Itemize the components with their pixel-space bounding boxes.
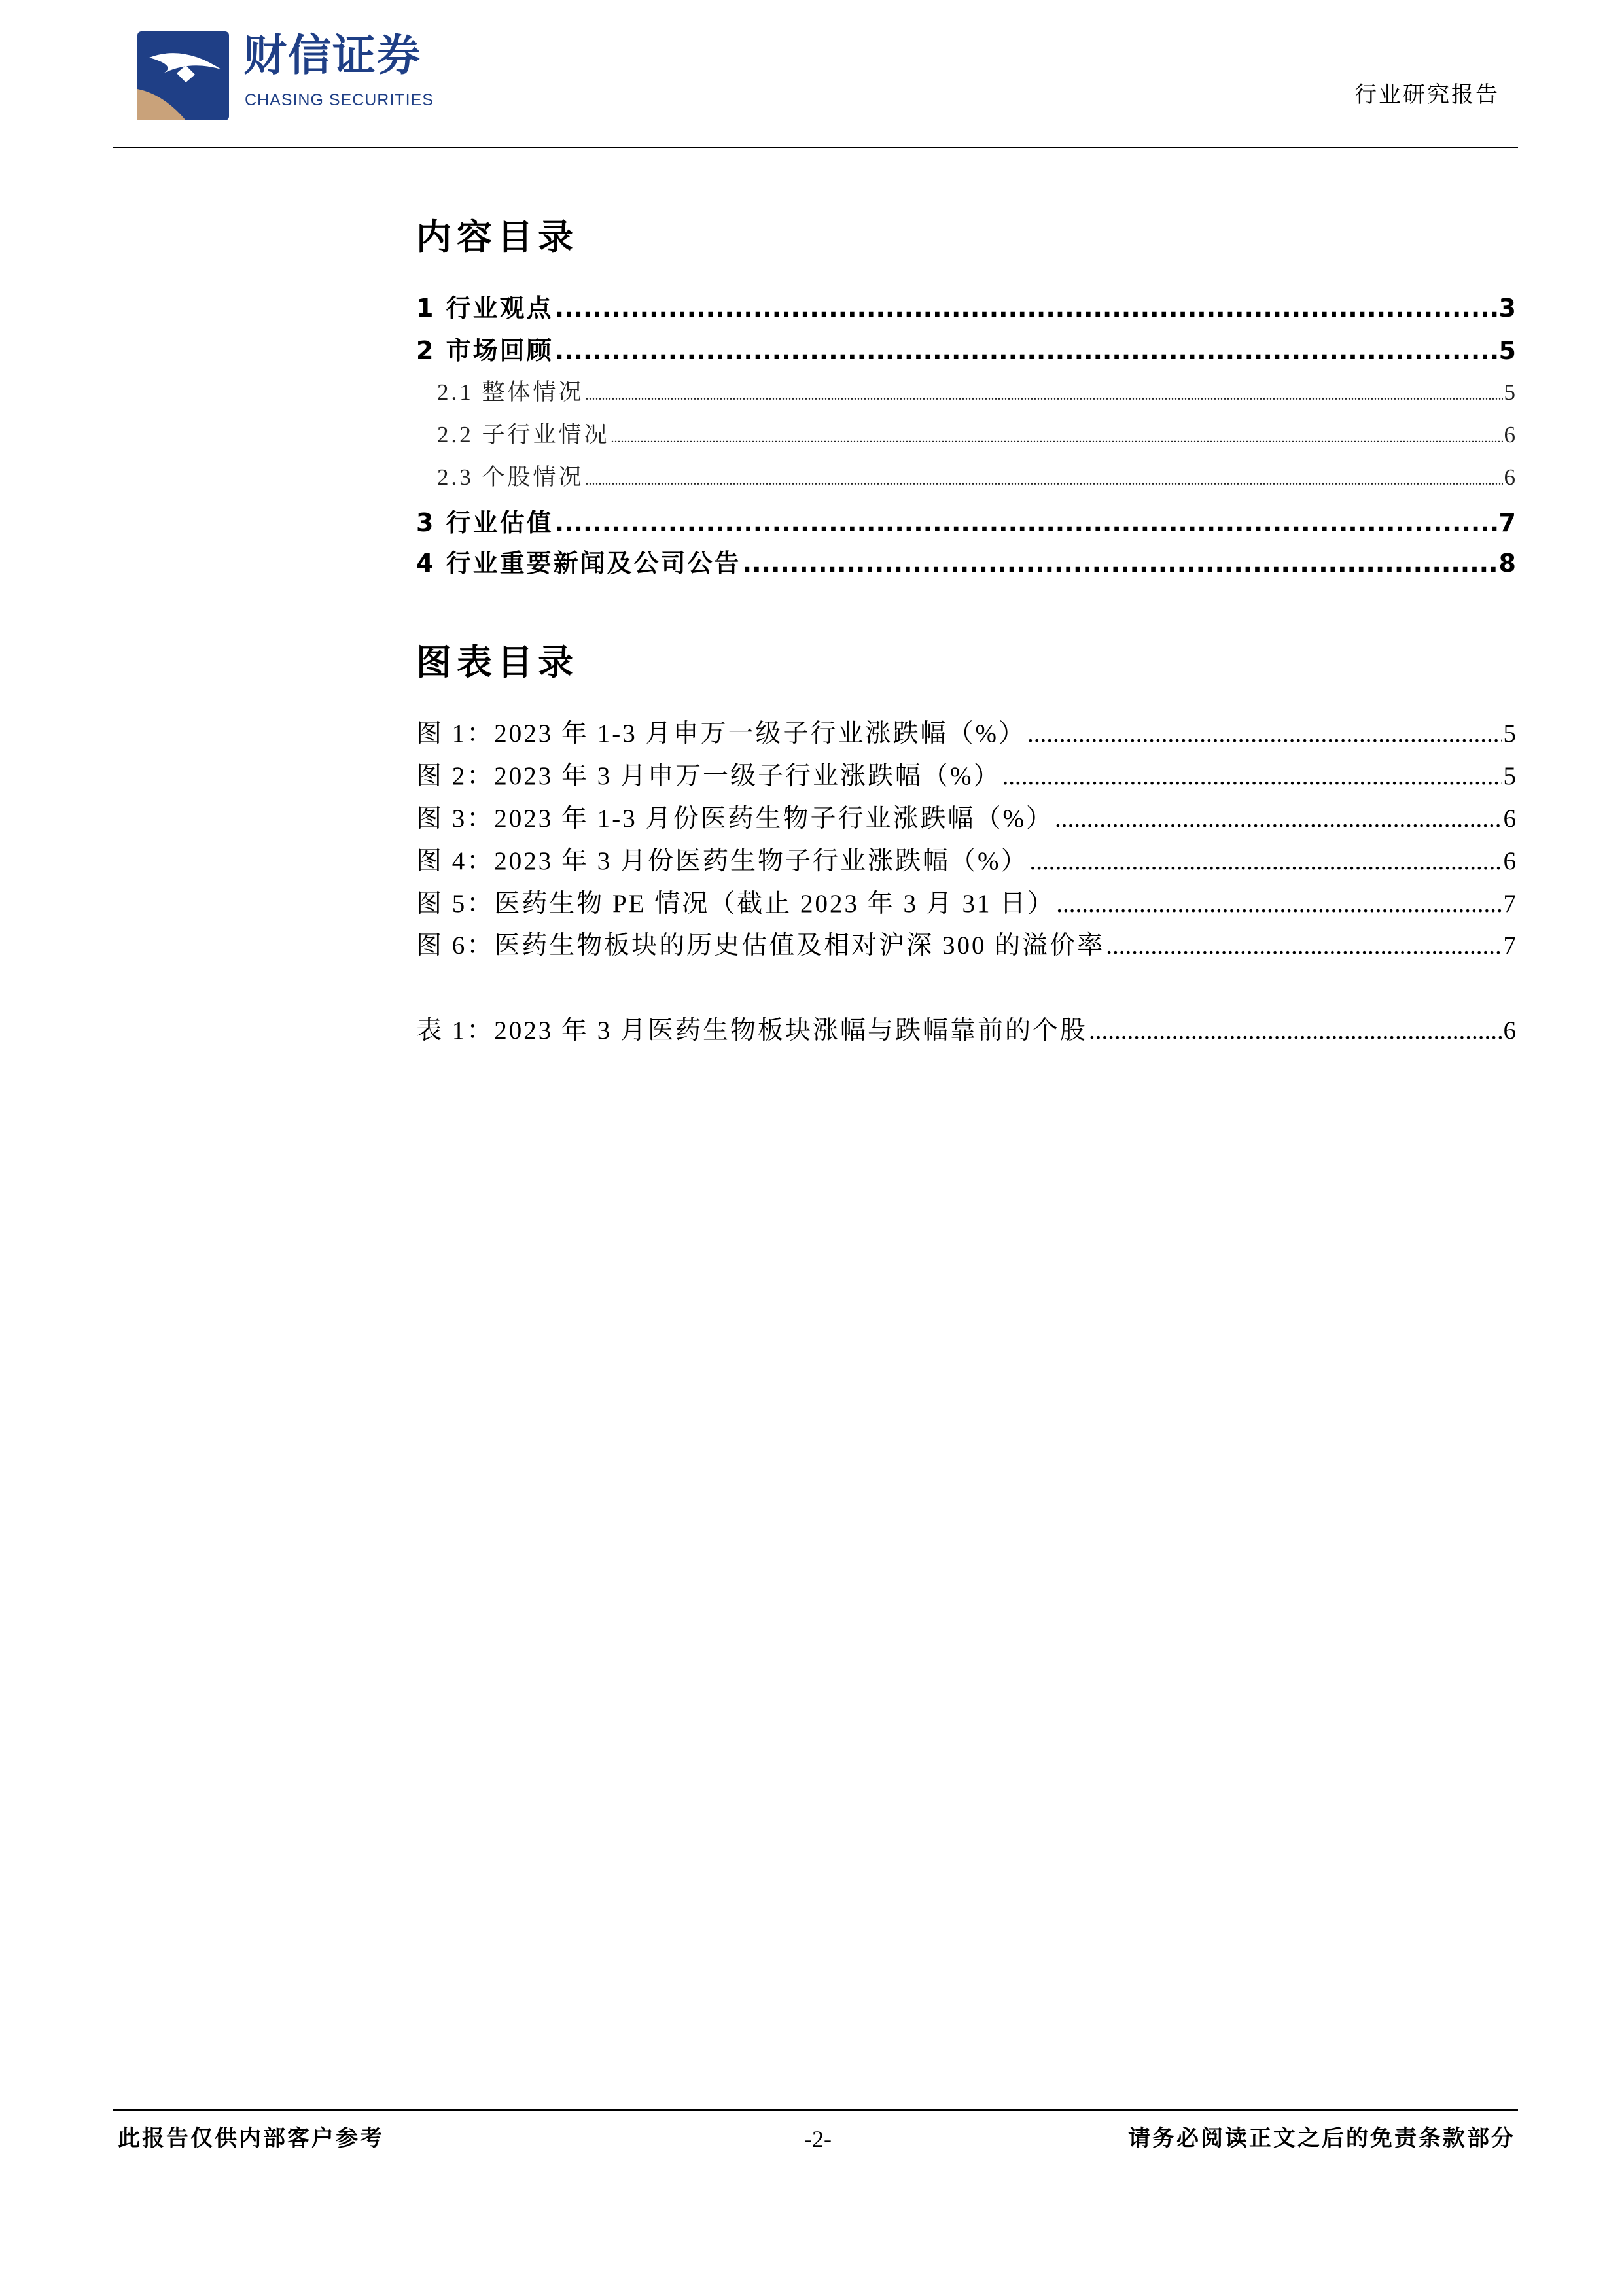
- figure-entry-label: 图 3：2023 年 1-3 月份医药生物子行业涨跌幅（%）: [416, 805, 1053, 833]
- leader-dots: [1055, 804, 1502, 833]
- company-logo: [137, 31, 229, 120]
- figure-entry-label: 图 5：医药生物 PE 情况（截止 2023 年 3 月 31 日）: [416, 890, 1055, 918]
- figure-entry-page: 5: [1503, 720, 1518, 748]
- leader-dots: [1089, 1016, 1502, 1045]
- leader-dots: [555, 294, 1498, 322]
- page-number: -2-: [804, 2126, 832, 2152]
- leader-dots: [555, 336, 1498, 365]
- figure-entry[interactable]: [416, 883, 1518, 920]
- toc-entry-page: 6: [1504, 422, 1518, 447]
- toc-entry[interactable]: [416, 330, 1518, 366]
- figure-entry-label: 图 2：2023 年 3 月申万一级子行业涨跌幅（%）: [416, 762, 1001, 790]
- leader-dots: [1027, 719, 1502, 748]
- table-entry-label: 表 1：2023 年 3 月医药生物板块涨幅与跌幅靠前的个股: [416, 1017, 1088, 1045]
- toc-title: 内容目录: [416, 217, 578, 258]
- figure-entry-page: 7: [1503, 890, 1518, 918]
- toc-entry-page: 5: [1504, 379, 1518, 405]
- toc-entry-label: 3 行业估值: [416, 508, 554, 537]
- footer-disclaimer-right: 请务必阅读正文之后的免责条款部分: [1128, 2125, 1515, 2151]
- figure-entry[interactable]: [416, 756, 1518, 792]
- brand-name-cn: 财信证券: [243, 30, 421, 80]
- toc-entry-page: 3: [1498, 294, 1518, 322]
- leader-dots: [611, 422, 1503, 448]
- table-entry[interactable]: [416, 1010, 1518, 1047]
- leader-dots: [743, 549, 1498, 578]
- figure-entry-page: 7: [1503, 931, 1518, 960]
- toc-entry-label: 1 行业观点: [416, 294, 554, 322]
- toc-entry-page: 8: [1498, 549, 1518, 578]
- toc-entry-label: 2.1 整体情况: [437, 379, 584, 405]
- leader-dots: [555, 508, 1498, 537]
- footer-divider: [113, 2109, 1518, 2111]
- table-entry-page: 6: [1503, 1017, 1518, 1045]
- figure-entry[interactable]: [416, 798, 1518, 835]
- leader-dots: [1002, 761, 1502, 791]
- brand-name-en: CHASING SECURITIES: [245, 91, 434, 109]
- toc-entry[interactable]: [416, 288, 1518, 324]
- figure-entry[interactable]: [416, 841, 1518, 877]
- figure-entry-label: 图 4：2023 年 3 月份医药生物子行业涨跌幅（%）: [416, 847, 1029, 875]
- leader-dots: [586, 464, 1503, 491]
- leader-dots: [1030, 846, 1502, 876]
- toc-entry-label: 2 市场回顾: [416, 336, 554, 365]
- leader-dots: [586, 379, 1503, 406]
- leader-dots: [1106, 931, 1502, 960]
- toc-entry-label: 2.3 个股情况: [437, 464, 584, 490]
- header-divider: [113, 147, 1518, 148]
- figure-entry[interactable]: [416, 925, 1518, 962]
- figure-entry-label: 图 6：医药生物板块的历史估值及相对沪深 300 的溢价率: [416, 931, 1105, 960]
- figure-entry-label: 图 1：2023 年 1-3 月申万一级子行业涨跌幅（%）: [416, 720, 1026, 748]
- figure-entry-page: 6: [1503, 805, 1518, 833]
- leader-dots: [1056, 889, 1502, 918]
- figure-entry-page: 6: [1503, 847, 1518, 875]
- toc-subentry[interactable]: [437, 374, 1518, 407]
- figure-entry-page: 5: [1503, 762, 1518, 790]
- toc-entry[interactable]: [416, 543, 1518, 579]
- toc-entry-page: 5: [1498, 336, 1518, 365]
- report-type: 行业研究报告: [1354, 82, 1500, 108]
- figures-title: 图表目录: [416, 642, 578, 683]
- toc-entry-label: 4 行业重要新闻及公司公告: [416, 549, 741, 578]
- toc-entry-page: 7: [1498, 508, 1518, 537]
- toc-entry[interactable]: [416, 502, 1518, 538]
- toc-subentry[interactable]: [437, 417, 1518, 449]
- footer-disclaimer-left: 此报告仅供内部客户参考: [118, 2125, 384, 2151]
- toc-entry-label: 2.2 子行业情况: [437, 422, 610, 447]
- toc-entry-page: 6: [1504, 464, 1518, 490]
- toc-subentry[interactable]: [437, 459, 1518, 492]
- figure-entry[interactable]: [416, 713, 1518, 750]
